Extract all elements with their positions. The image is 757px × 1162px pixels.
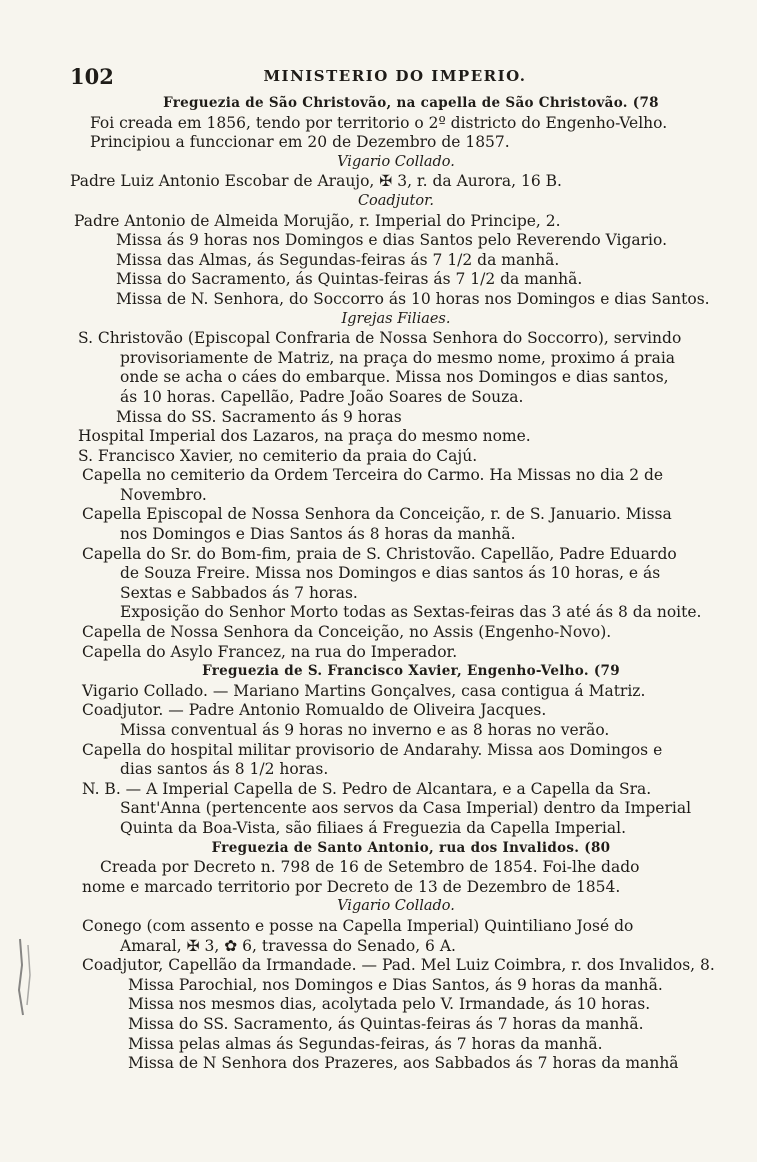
text-line: Missa do Sacramento, ás Quintas-feiras ás 7 1/2 da manhã. <box>116 270 583 289</box>
text-line: Exposição do Senhor Morto todas as Sextas-feiras das 3 até ás 8 da noite. <box>120 603 702 622</box>
text-line: Missa do SS. Sacramento, ás Quintas-feiras ás 7 horas da manhã. <box>128 1014 644 1033</box>
section-heading: Freguezia de Santo Antonio, rua dos Invalidos. (80 <box>211 839 611 856</box>
text-line: N. B. — A Imperial Capella de S. Pedro de Alcantara, e a Capella da Sra. <box>82 779 652 798</box>
text-line: Missa pelas almas ás Segundas-feiras, ás 7 horas da manhã. <box>128 1034 603 1053</box>
text-line: de Souza Freire. Missa nos Domingos e dias santos ás 10 horas, e ás <box>120 564 661 583</box>
text-line: Coadjutor. — Padre Antonio Romualdo de Oliveira Jacques. <box>82 701 547 720</box>
margin-smudge-icon <box>14 935 38 1025</box>
text-line: onde se acha o cáes do embarque. Missa nos Domingos e dias santos, <box>120 368 669 387</box>
text-line: Creada por Decreto n. 798 de 16 de Setembro de 1854. Foi-lhe dado <box>100 858 640 877</box>
page-body <box>66 94 726 1074</box>
text-line: nome e marcado territorio por Decreto de 13 de Dezembro de 1854. <box>82 877 621 896</box>
text-line: Capella do Sr. do Bom-fim, praia de S. Christovão. Capellão, Padre Eduardo <box>82 544 677 563</box>
section-heading: Freguezia de S. Francisco Xavier, Engenho-Velho. (79 <box>202 663 620 680</box>
text-line: Hospital Imperial dos Lazaros, na praça do mesmo nome. <box>78 427 531 446</box>
text-line: Missa ás 9 horas nos Domingos e dias Santos pelo Reverendo Vigario. <box>116 231 667 250</box>
text-line: dias santos ás 8 1/2 horas. <box>120 760 329 779</box>
text-line: Novembro. <box>120 485 207 504</box>
text-line: Sant'Anna (pertencente aos servos da Casa Imperial) dentro da Imperial <box>120 799 692 818</box>
text-line: Vigario Collado. — Mariano Martins Gonçalves, casa contigua á Matriz. <box>82 681 646 700</box>
text-line: Capella Episcopal de Nossa Senhora da Conceição, r. de S. Januario. Missa <box>82 505 672 524</box>
text-line: Missa conventual ás 9 horas no inverno e as 8 horas no verão. <box>120 721 610 739</box>
page-number: 102 <box>70 64 114 89</box>
text-line: provisoriamente de Matriz, na praça do mesmo nome, proximo á praia <box>120 348 676 367</box>
page-header <box>70 64 720 90</box>
text-line: Principiou a funccionar em 20 de Dezembro de 1857. <box>90 133 510 152</box>
text-line: Capella de Nossa Senhora da Conceição, no Assis (Engenho-Novo). <box>82 623 612 642</box>
text-line: Padre Antonio de Almeida Morujão, r. Imperial do Principe, 2. <box>74 211 561 230</box>
sub-heading: Vigario Collado. <box>337 153 455 170</box>
text-line: Missa do SS. Sacramento ás 9 horas <box>116 407 402 426</box>
text-line: Missa Parochial, nos Domingos e Dias Santos, ás 9 horas da manhã. <box>128 975 663 994</box>
sub-heading: Vigario Collado. <box>337 898 455 915</box>
text-line: Amaral, ✠ 3, ✿ 6, travessa do Senado, 6 A. <box>120 936 456 955</box>
text-line: Padre Luiz Antonio Escobar de Araujo, ✠ 3, r. da Aurora, 16 B. <box>70 172 562 191</box>
text-line: Sextas e Sabbados ás 7 horas. <box>120 583 358 602</box>
text-line: Foi creada em 1856, tendo por territorio o 2º districto do Engenho-Velho. <box>90 113 668 132</box>
text-line: Capella do hospital militar provisorio de Andarahy. Missa aos Domingos e <box>82 740 663 759</box>
text-line: Capella do Asylo Francez, na rua do Imperador. <box>82 642 458 661</box>
text-line: Quinta da Boa-Vista, são filiaes á Freguezia da Capella Imperial. <box>120 818 626 837</box>
text-line: Missa das Almas, ás Segundas-feiras ás 7 1/2 da manhã. <box>116 250 560 269</box>
running-head: MINISTERIO DO IMPERIO. <box>263 67 527 85</box>
sub-heading: Coadjutor. <box>357 192 435 209</box>
text-line: ás 10 horas. Capellão, Padre João Soares de Souza. <box>120 387 524 406</box>
text-line: S. Francisco Xavier, no cemiterio da praia do Cajú. <box>78 446 478 465</box>
text-line: Missa de N Senhora dos Prazeres, aos Sabbados ás 7 horas da manhã <box>128 1054 679 1073</box>
section-heading: Freguezia de São Christovão, na capella de São Christovão. (78 <box>163 95 659 111</box>
text-line: S. Christovão (Episcopal Confraria de Nossa Senhora do Soccorro), servindo <box>78 329 682 348</box>
text-line: Missa nos mesmos dias, acolytada pelo V. Irmandade, ás 10 horas. <box>128 995 651 1014</box>
sub-heading: Igrejas Filiaes. <box>341 310 451 327</box>
text-line: Conego (com assento e posse na Capella Imperial) Quintiliano José do <box>82 916 634 935</box>
text-line: nos Domingos e Dias Santos ás 8 horas da manhã. <box>120 525 516 544</box>
text-line: Capella no cemiterio da Ordem Terceira do Carmo. Ha Missas no dia 2 de <box>82 466 664 485</box>
text-line: Missa de N. Senhora, do Soccorro ás 10 horas nos Domingos e dias Santos. <box>116 289 710 308</box>
text-line: Coadjutor, Capellão da Irmandade. — Pad. Mel Luiz Coimbra, r. dos Invalidos, 8. <box>82 956 715 975</box>
